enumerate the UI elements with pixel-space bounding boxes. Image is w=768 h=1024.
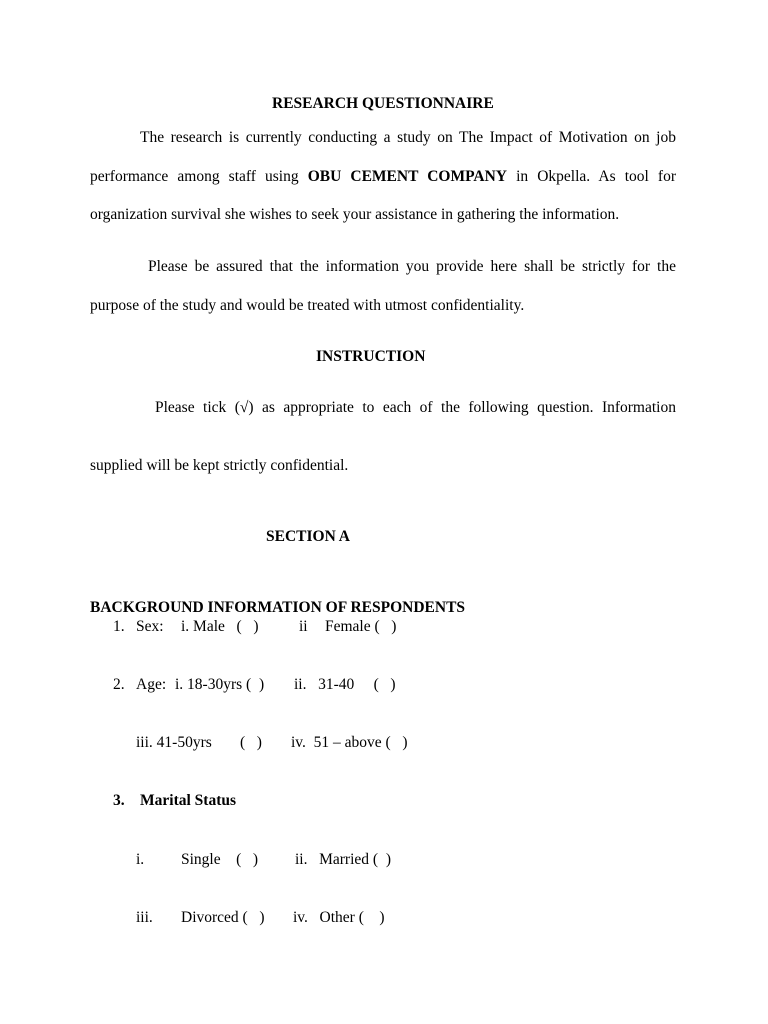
q1-option-male[interactable]: i. Male ( )	[181, 618, 259, 635]
instruction-line-2: supplied will be kept strictly confidential.	[90, 457, 349, 474]
q1-option-2-number: ii	[299, 618, 308, 635]
q2-option-31-40[interactable]: ii. 31-40 ( )	[294, 676, 396, 693]
q3-option-other[interactable]: iv. Other ( )	[293, 909, 385, 926]
instruction-heading: INSTRUCTION	[316, 348, 426, 365]
q3-label: Marital Status	[140, 792, 237, 809]
q1-number: 1.	[113, 618, 125, 635]
q2-number: 2.	[113, 676, 125, 693]
intro-line-1: The research is currently conducting a study on The Impact of Motivation on job	[140, 129, 676, 146]
q1-option-female[interactable]: Female ( )	[325, 618, 397, 635]
q1-label: Sex:	[136, 618, 164, 635]
q3-option-divorced[interactable]: Divorced ( )	[181, 909, 265, 926]
assurance-line-1: Please be assured that the information you provide here shall be strictly for the	[148, 258, 676, 275]
company-name: OBU CEMENT COMPANY	[307, 168, 507, 185]
q2-option-41-50-box[interactable]: ( )	[240, 734, 262, 751]
instruction-line-1: Please tick (√) as appropriate to each of the following question. Information	[155, 399, 676, 416]
q2-option-41-50[interactable]: iii. 41-50yrs	[136, 734, 212, 751]
q2-label: Age:	[136, 676, 167, 693]
section-subheading: BACKGROUND INFORMATION OF RESPONDENTS	[90, 599, 466, 616]
intro-text-post: in Okpella. As tool for	[516, 168, 676, 185]
section-heading: SECTION A	[266, 528, 350, 545]
q3-number: 3.	[113, 792, 125, 809]
intro-line-3: organization survival she wishes to seek your assistance in gathering the information.	[90, 206, 620, 223]
q3-option-married[interactable]: ii. Married ( )	[295, 851, 391, 868]
q3-option-3-number: iii.	[136, 909, 153, 926]
q2-option-51-above[interactable]: iv. 51 – above ( )	[291, 734, 408, 751]
q3-option-1-number: i.	[136, 851, 145, 868]
q3-option-single[interactable]: Single ( )	[181, 851, 259, 868]
assurance-line-2: purpose of the study and would be treated with utmost confidentiality.	[90, 297, 525, 314]
intro-text-pre: performance among staff using	[90, 168, 299, 185]
page-title: RESEARCH QUESTIONNAIRE	[272, 95, 494, 112]
q2-option-18-30[interactable]: i. 18-30yrs ( )	[175, 676, 265, 693]
intro-line-2	[90, 168, 676, 186]
